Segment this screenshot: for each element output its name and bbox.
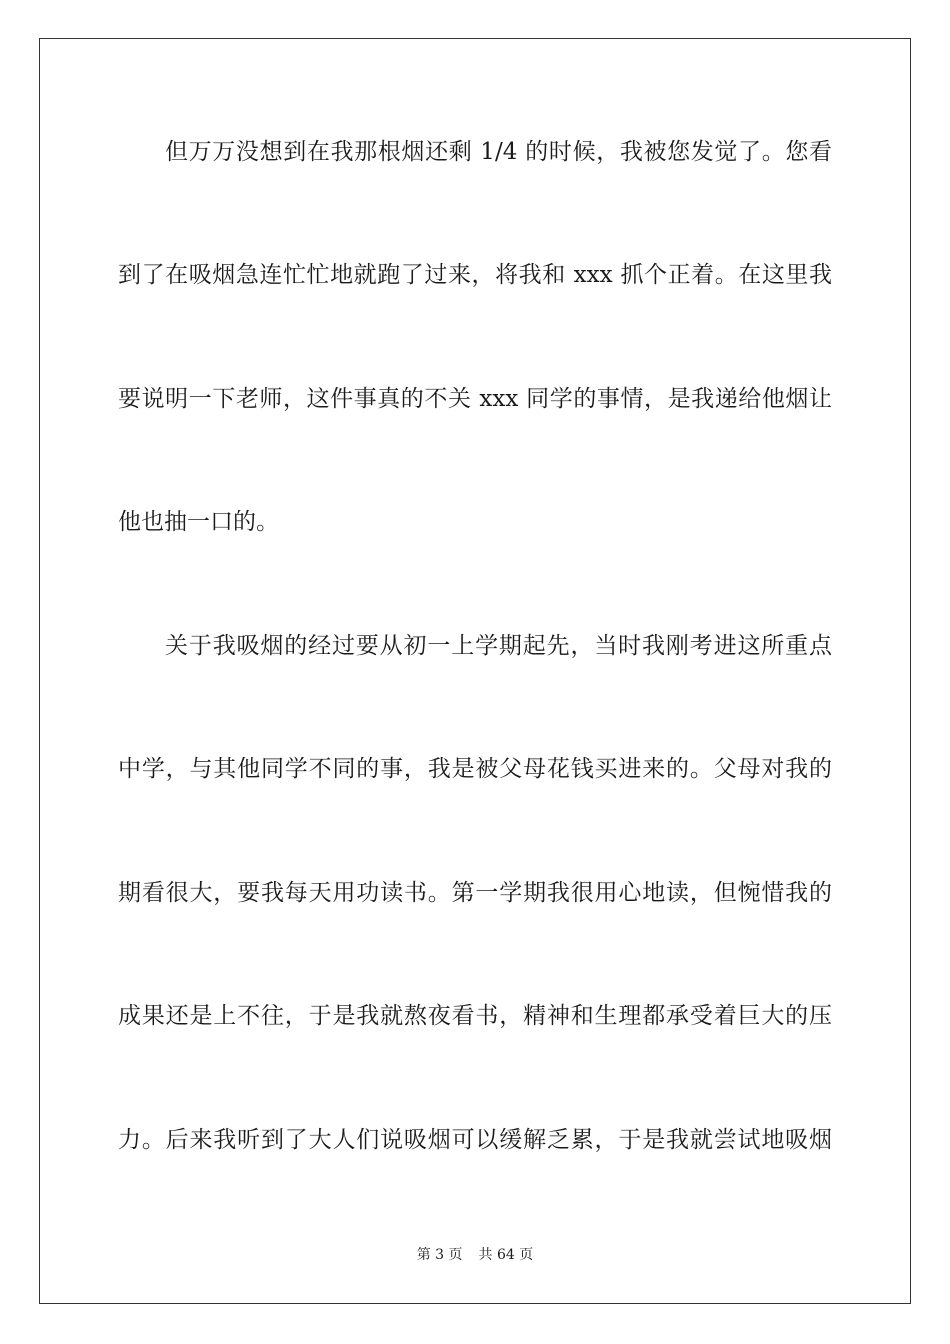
- paragraph-line: 要说明一下老师，这件事真的不关 xxx 同学的事情，是我递给他烟让: [118, 386, 832, 412]
- paragraph-line: 他也抽一口的。: [118, 509, 279, 535]
- paragraph-line: 期看很大，要我每天用功读书。第一学期我很用心地读，但惋惜我的: [118, 880, 832, 906]
- paragraph-line: 力。后来我听到了大人们说吸烟可以缓解乏累，于是我就尝试地吸烟: [118, 1127, 832, 1153]
- page-number: 第 3 页: [416, 1247, 463, 1263]
- page-total: 共 64 页: [478, 1247, 534, 1263]
- paragraph-line: 中学，与其他同学不同的事，我是被父母花钱买进来的。父母对我的: [118, 756, 832, 782]
- page-footer: [0, 1246, 950, 1264]
- paragraph-line: 关于我吸烟的经过要从初一上学期起先，当时我刚考进这所重点: [165, 633, 832, 659]
- page-border: [39, 38, 911, 1304]
- paragraph-line: 但万万没想到在我那根烟还剩 1/4 的时候，我被您发觉了。您看: [165, 139, 832, 165]
- paragraph-line: 成果还是上不往，于是我就熬夜看书，精神和生理都承受着巨大的压: [118, 1003, 832, 1029]
- paragraph-line: 到了在吸烟急连忙忙地就跑了过来，将我和 xxx 抓个正着。在这里我: [118, 262, 832, 288]
